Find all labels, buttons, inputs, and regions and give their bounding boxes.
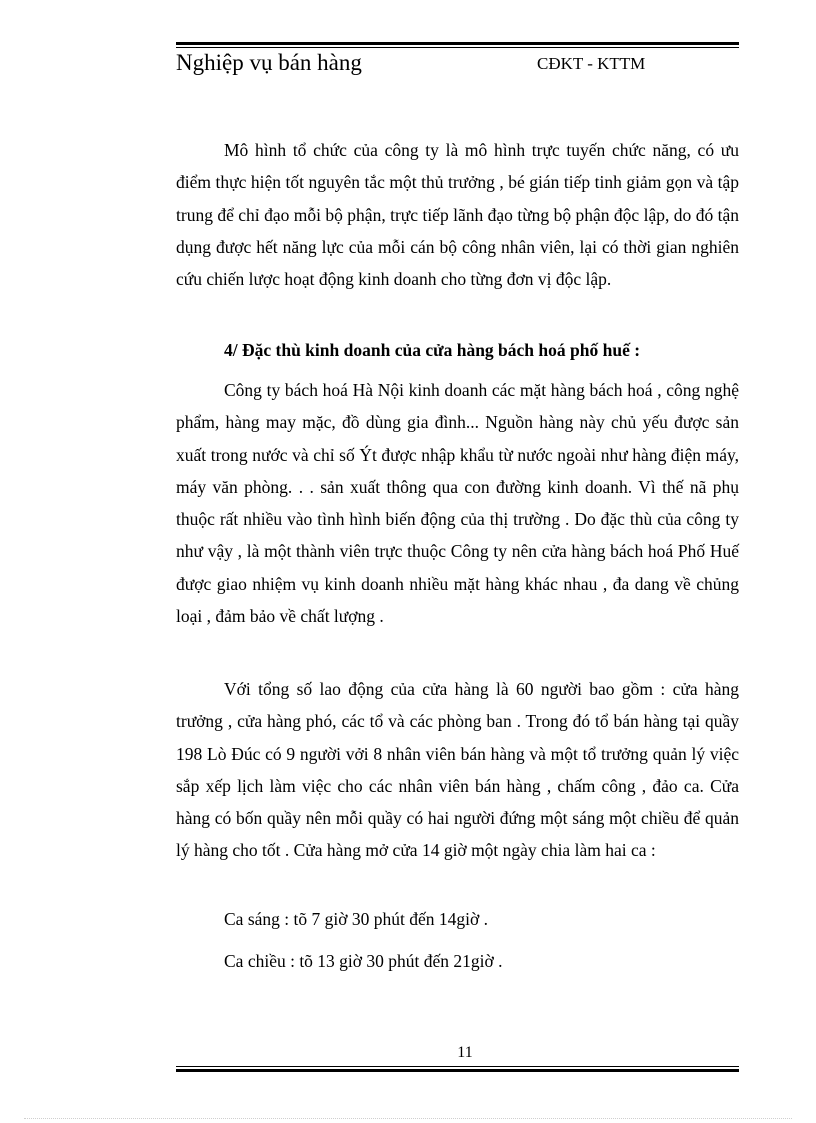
header-title: Nghiệp vụ bán hàng: [176, 50, 362, 75]
page-edge-divider: [24, 1118, 792, 1119]
header-rule: [176, 42, 739, 48]
paragraph-organization-model: [176, 134, 739, 295]
page-number: 11: [457, 1044, 473, 1061]
shift-morning-line: Ca sáng : tõ 7 giờ 30 phút đến 14giờ .: [224, 909, 488, 929]
footer-rule: [176, 1066, 739, 1072]
paragraph-text: Với tổng số lao động của cửa hàng là 60 người bao gồm : cửa hàng trưởng , cửa hàng phó, các tổ và các phòng ban . Trong đó tổ bán hàng tại quầy 198 Lò Đúc có 9 người vởi 8 nhân viên bán hàng và một tổ trưởng quản lý việc sắp xếp lịch làm việc cho các nhân viên bán hàng , chấm công , đảo ca. Cửa hàng có bốn quầy nên mỗi quầy có hai người đứng một sáng một chiều để quản lý hàng cho tốt . Cửa hàng mở cửa 14 giờ một ngày chia làm hai ca :: [176, 679, 739, 861]
paragraph-text: Công ty bách hoá Hà Nội kinh doanh các mặt hàng bách hoá , công nghệ phẩm, hàng may mặc, đồ dùng gia đình... Nguồn hàng này chủ yếu được sản xuất trong nước và chỉ số Ýt được nhập khẩu từ nước ngoài như hàng điện máy, máy văn phòng. . . sản xuất thông qua con đường kinh doanh. Vì thế nã phụ thuộc rất nhiều vào tình hình biến động của thị trường . Do đặc thù của công ty như vậy , là một thành viên trực thuộc Công ty nên cửa hàng bách hoá Phố Huế được giao nhiệm vụ kinh doanh nhiều mặt hàng khác nhau , đa dang về chủng loại , đảm bảo về chất lượng .: [176, 380, 739, 627]
paragraph-business-characteristics: [176, 374, 739, 632]
paragraph-text: Mô hình tổ chức của công ty là mô hình trực tuyến chức năng, có ưu điểm thực hiện tốt nguyên tắc một thủ trưởng , bé gián tiếp tinh giảm gọn và tập trung để chỉ đạo mỗi bộ phận, trực tiếp lãnh đạo từng bộ phận độc lập, do đó tận dụng được hết năng lực của mỗi cán bộ công nhân viên, lại có thời gian nghiên cứu chiến lược hoạt động kinh doanh cho từng đơn vị độc lập.: [176, 140, 739, 290]
shift-afternoon-line: Ca chiều : tõ 13 giờ 30 phút đến 21giờ .: [224, 951, 503, 971]
section-heading: 4/ Đặc thù kinh doanh của cửa hàng bách hoá phố huế :: [224, 340, 641, 360]
header-department: CĐKT - KTTM: [537, 54, 646, 73]
paragraph-staffing: [176, 673, 739, 867]
